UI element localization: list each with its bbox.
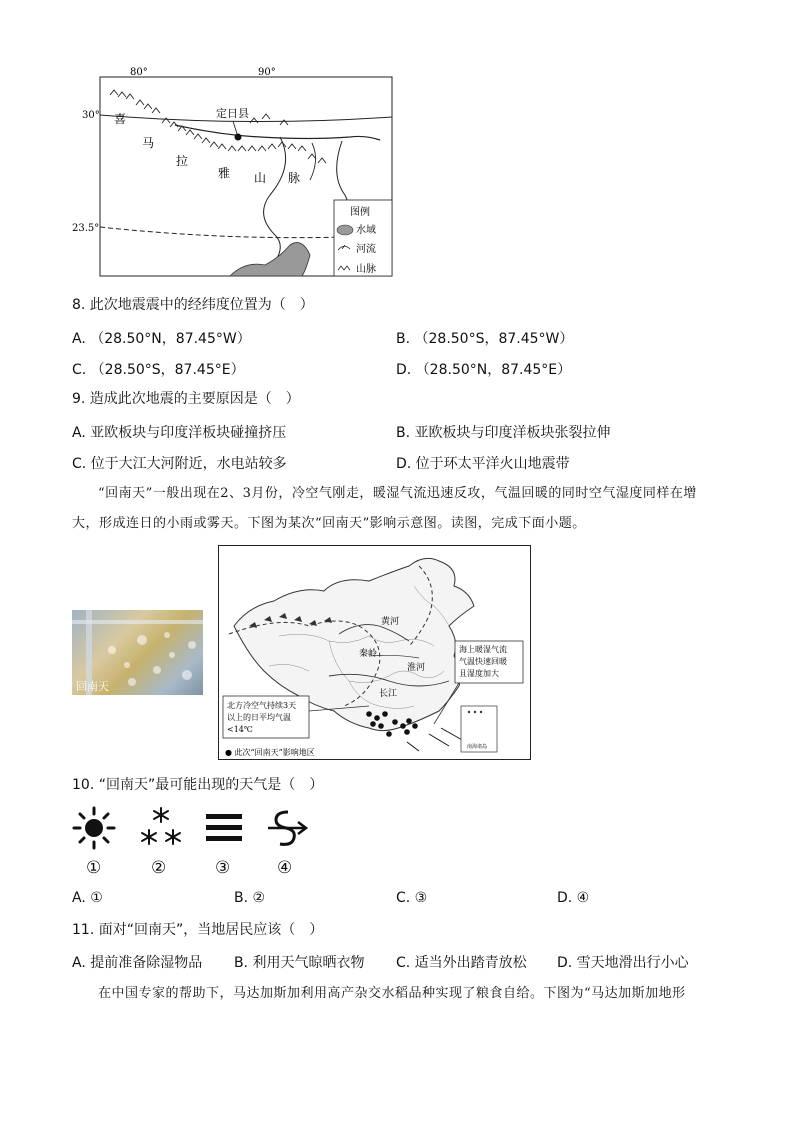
q10-option-a[interactable]: A. ① bbox=[72, 890, 103, 906]
q11-option-a[interactable]: A. 提前准备除湿物品 bbox=[72, 955, 203, 971]
county-label: 定日县 bbox=[216, 107, 249, 120]
label-changjiang: 长江 bbox=[379, 689, 398, 699]
q8-stem: 8. 此次地震震中的经纬度位置为（ ） bbox=[72, 297, 314, 313]
lon-80-label: 80° bbox=[130, 67, 148, 78]
q11-option-d[interactable]: D. 雪天地滑出行小心 bbox=[557, 955, 689, 971]
label-qinling: 秦岭 bbox=[359, 649, 378, 659]
north-note-line-3: <14℃ bbox=[227, 725, 253, 734]
symbol-num-2: ② bbox=[151, 858, 167, 878]
mountain-char-1: 喜 bbox=[114, 112, 127, 126]
inset-label: 南海诸岛 bbox=[467, 744, 488, 750]
legend-water: 水域 bbox=[356, 225, 376, 236]
lon-90-label: 90° bbox=[258, 67, 276, 78]
q11-stem: 11. 面对“回南天”，当地居民应该（ ） bbox=[72, 922, 324, 938]
q9-option-c[interactable]: C. 位于大江大河附近，水电站较多 bbox=[72, 456, 287, 472]
huinantian-photo bbox=[72, 610, 203, 695]
label-huaihe: 淮河 bbox=[407, 663, 426, 673]
q9-option-d[interactable]: D. 位于环太平洋火山地震带 bbox=[396, 456, 570, 472]
mountain-char-3: 拉 bbox=[176, 154, 189, 168]
legend-mountain: 山脉 bbox=[356, 264, 376, 275]
q8-option-b[interactable]: B. （28.50°S，87.45°W） bbox=[396, 331, 574, 347]
fog-icon bbox=[204, 810, 244, 846]
lat-23-5-label: 23.5° bbox=[72, 223, 100, 234]
sea-note-line-3: 且湿度加大 bbox=[459, 669, 499, 678]
map2-legend: ● 此次“回南天”影响地区 bbox=[225, 748, 315, 757]
sandstorm-icon bbox=[264, 806, 310, 850]
q10-option-c[interactable]: C. ③ bbox=[396, 890, 428, 906]
passage-1-line-2: 大，形成连日的小雨或雾天。下图为某次“回南天”影响示意图。读图，完成下面小题。 bbox=[72, 516, 586, 531]
passage-1-line-1: “回南天”一般出现在2、3月份，冷空气刚走，暖湿气流迅速反攻，气温回暖的同时空气湿度同样在增 bbox=[98, 486, 697, 501]
photo-caption: 回南天 bbox=[76, 680, 109, 693]
q9-option-b[interactable]: B. 亚欧板块与印度洋板块张裂拉伸 bbox=[396, 425, 611, 441]
symbol-num-4: ④ bbox=[277, 858, 293, 878]
q10-option-d[interactable]: D. ④ bbox=[557, 890, 590, 906]
q10-option-b[interactable]: B. ② bbox=[234, 890, 266, 906]
sun-icon bbox=[72, 806, 116, 850]
q9-option-a[interactable]: A. 亚欧板块与印度洋板块碰撞挤压 bbox=[72, 425, 287, 441]
lat-30-label: 30° bbox=[82, 110, 100, 121]
north-note-line-1: 北方冷空气持续3天 bbox=[227, 701, 297, 710]
q8-option-d[interactable]: D. （28.50°N，87.45°E） bbox=[396, 362, 572, 378]
symbol-num-3: ③ bbox=[215, 858, 231, 878]
sea-note-line-1: 海上暖湿气流 bbox=[459, 645, 507, 654]
q11-option-b[interactable]: B. 利用天气晾晒衣物 bbox=[234, 955, 365, 971]
q8-option-c[interactable]: C. （28.50°S，87.45°E） bbox=[72, 362, 245, 378]
mountain-char-2: 马 bbox=[142, 136, 155, 150]
snow-icon bbox=[138, 806, 184, 850]
china-huinantian-map bbox=[218, 545, 531, 760]
legend-title: 图例 bbox=[350, 207, 370, 218]
sea-note-line-2: 气温快速回暖 bbox=[459, 657, 507, 666]
legend-river: 河流 bbox=[356, 244, 376, 255]
mountain-char-5: 山 bbox=[254, 171, 267, 185]
himalaya-map bbox=[72, 65, 400, 280]
q11-option-c[interactable]: C. 适当外出踏青放松 bbox=[396, 955, 527, 971]
q9-stem: 9. 造成此次地震的主要原因是（ ） bbox=[72, 391, 300, 407]
symbol-num-1: ① bbox=[86, 858, 102, 878]
passage-2-line-1: 在中国专家的帮助下，马达加斯加利用高产杂交水稻品种实现了粮食自给。下图为“马达加斯加地形 bbox=[98, 986, 686, 1001]
q8-option-a[interactable]: A. （28.50°N，87.45°W） bbox=[72, 331, 251, 347]
north-note-line-2: 以上的日平均气温 bbox=[227, 713, 291, 722]
q10-stem: 10. “回南天”最可能出现的天气是（ ） bbox=[72, 777, 324, 793]
mountain-char-6: 脉 bbox=[288, 171, 301, 185]
mountain-char-4: 雅 bbox=[218, 166, 231, 180]
label-huanghe: 黄河 bbox=[381, 617, 400, 627]
